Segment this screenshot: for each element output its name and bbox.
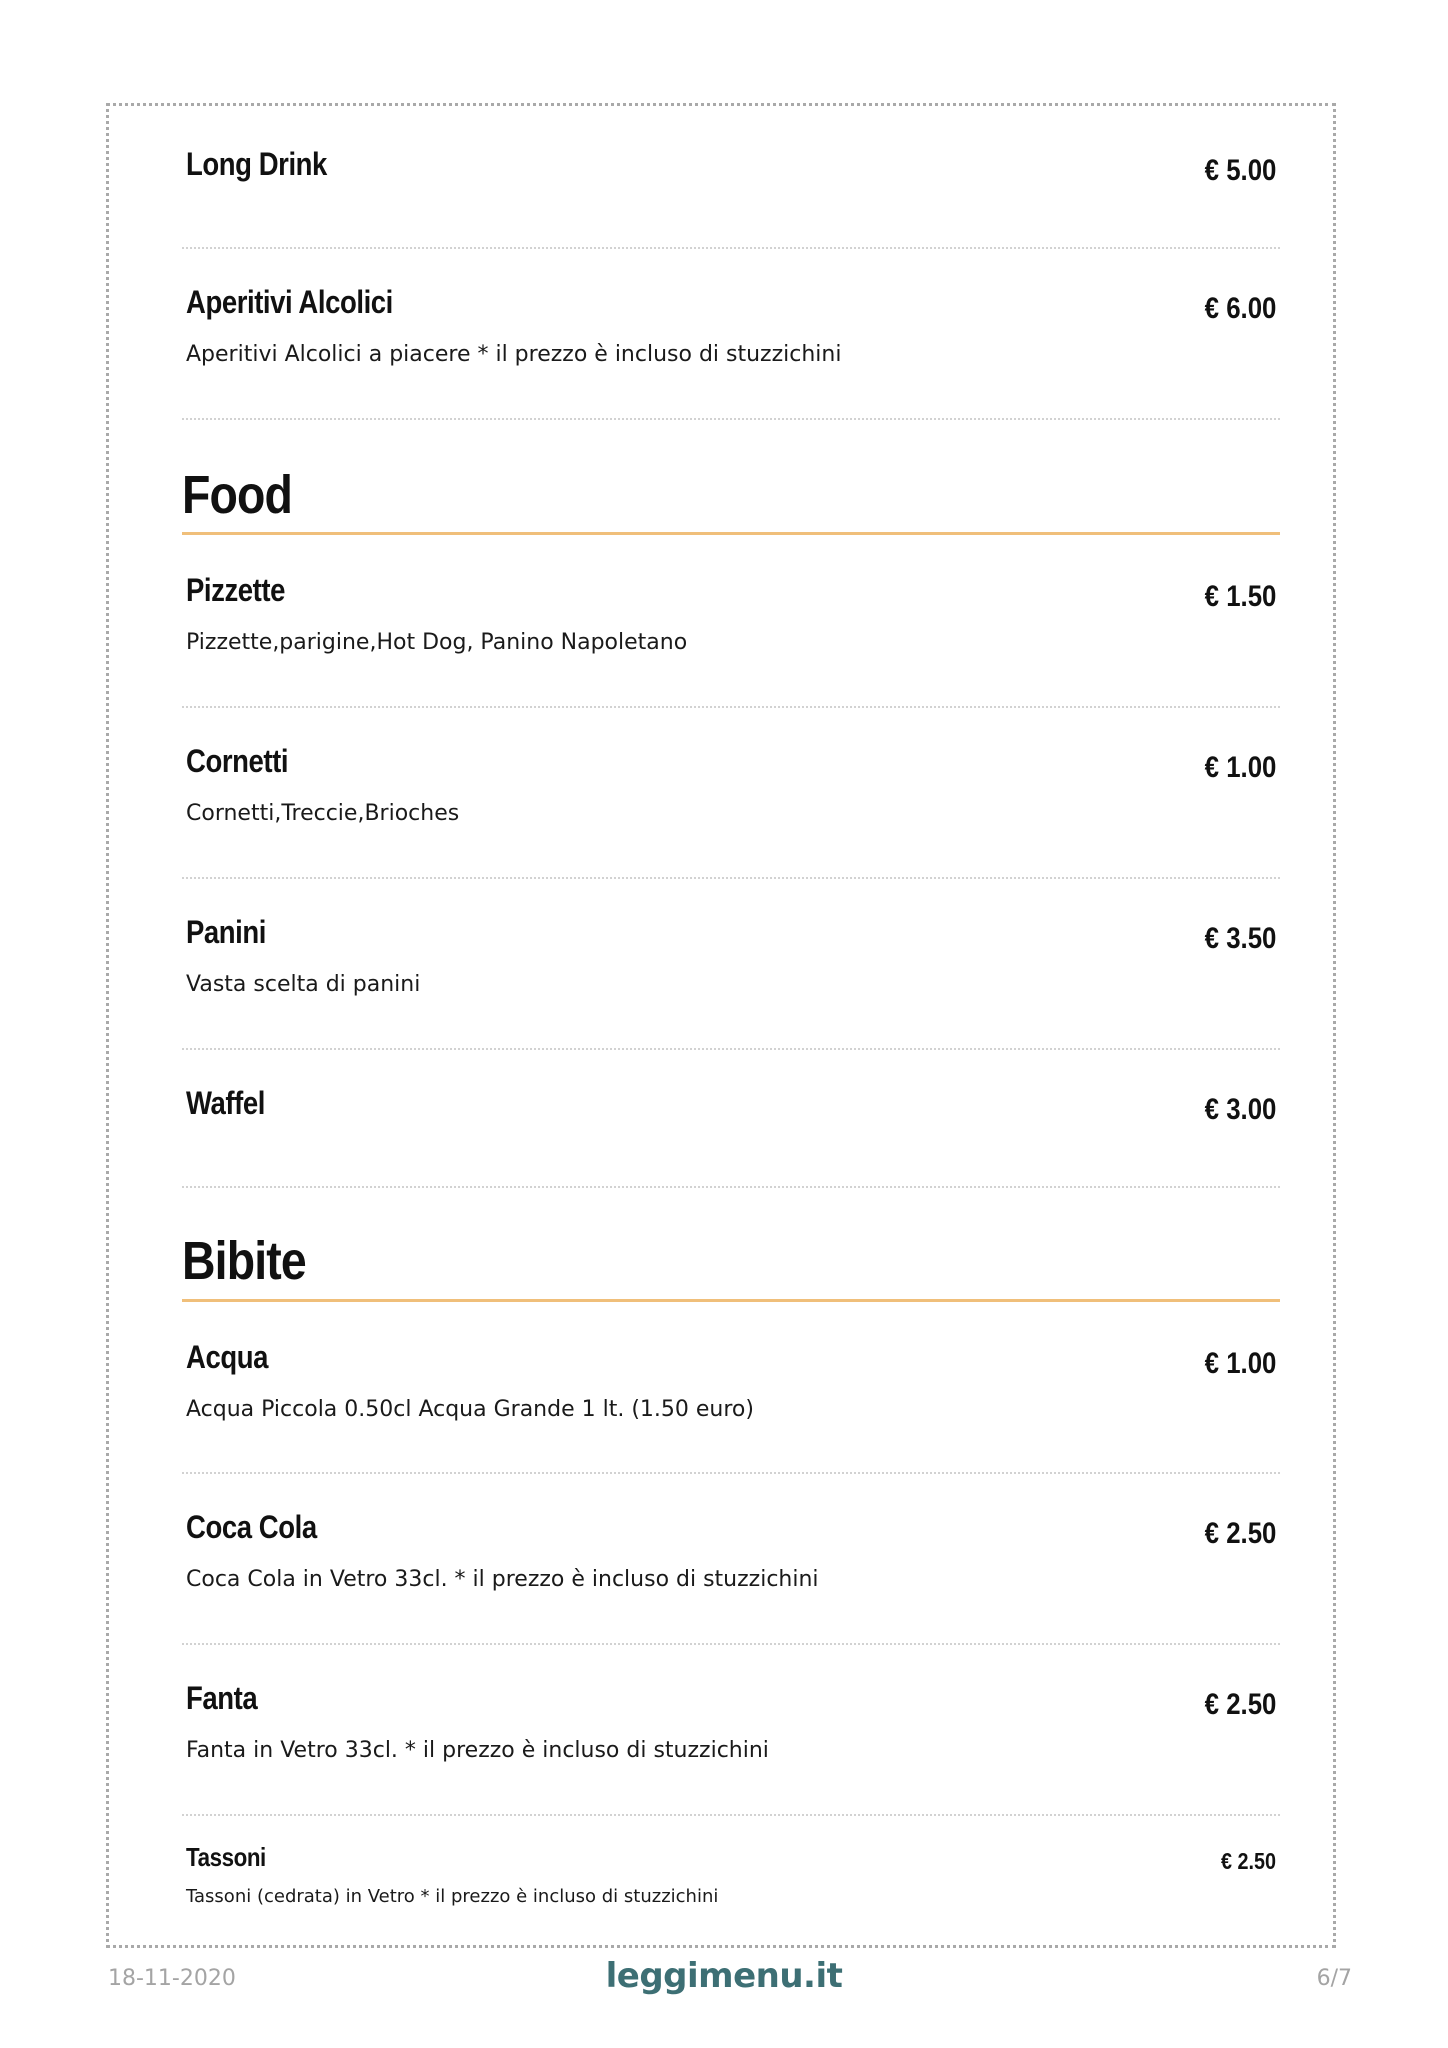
item-price: € 1.00 — [1204, 1347, 1276, 1380]
item-name: Pizzette — [186, 572, 286, 608]
item-separator — [182, 1472, 1280, 1474]
item-separator — [182, 877, 1280, 879]
menu-content — [182, 0, 1280, 2048]
item-price: € 1.00 — [1204, 751, 1276, 784]
section-title-bibite: Bibite — [182, 1231, 306, 1291]
item-name: Acqua — [186, 1339, 268, 1375]
footer-date: 18-11-2020 — [108, 1966, 236, 1991]
item-price: € 2.50 — [1221, 1848, 1276, 1874]
footer-page-number: 6/7 — [1316, 1966, 1352, 1991]
item-name: Fanta — [186, 1680, 258, 1716]
item-description: Tassoni (cedrata) in Vetro * il prezzo è incluso di stuzzichini — [186, 1886, 719, 1907]
item-description: Acqua Piccola 0.50cl Acqua Grande 1 lt. (1.50 euro) — [186, 1397, 754, 1422]
item-price: € 3.50 — [1204, 922, 1276, 955]
item-separator — [182, 1643, 1280, 1645]
item-separator — [182, 1814, 1280, 1816]
item-price: € 5.00 — [1204, 154, 1276, 187]
item-price: € 2.50 — [1204, 1688, 1276, 1721]
item-description: Aperitivi Alcolici a piacere * il prezzo è incluso di stuzzichini — [186, 342, 842, 367]
item-description: Coca Cola in Vetro 33cl. * il prezzo è incluso di stuzzichini — [186, 1567, 819, 1592]
section-rule — [182, 1299, 1280, 1302]
item-price: € 1.50 — [1204, 580, 1276, 613]
item-description: Fanta in Vetro 33cl. * il prezzo è incluso di stuzzichini — [186, 1738, 769, 1763]
item-separator — [182, 1186, 1280, 1188]
section-title-food: Food — [182, 465, 293, 525]
item-price: € 6.00 — [1204, 292, 1276, 325]
item-price: € 3.00 — [1204, 1093, 1276, 1126]
item-name: Aperitivi Alcolici — [186, 284, 393, 320]
item-description: Cornetti,Treccie,Brioches — [186, 801, 460, 826]
item-name: Panini — [186, 914, 266, 950]
item-name: Tassoni — [186, 1842, 266, 1872]
item-price: € 2.50 — [1204, 1517, 1276, 1550]
item-description: Vasta scelta di panini — [186, 972, 421, 997]
item-name: Long Drink — [186, 146, 327, 182]
footer-brand-logo: leggimenu.it — [605, 1956, 843, 1996]
item-name: Waffel — [186, 1085, 265, 1121]
item-name: Cornetti — [186, 743, 289, 779]
item-name: Coca Cola — [186, 1509, 317, 1545]
item-separator — [182, 706, 1280, 708]
item-separator — [182, 1048, 1280, 1050]
item-separator — [182, 418, 1280, 420]
item-description: Pizzette,parigine,Hot Dog, Panino Napoletano — [186, 630, 688, 655]
item-separator — [182, 247, 1280, 249]
section-rule — [182, 532, 1280, 535]
